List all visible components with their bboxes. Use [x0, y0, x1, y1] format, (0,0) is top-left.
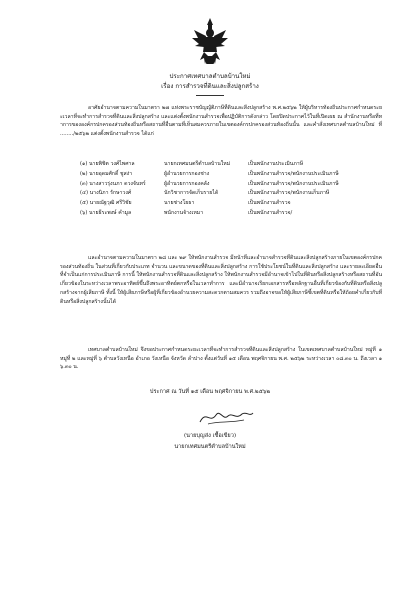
staff-role: เป็นพนักงานสำรวจ [248, 200, 291, 207]
handwritten-signature [196, 406, 256, 428]
staff-list [80, 160, 380, 219]
staff-name: (๓) นางสาวรุ่งนภา ดวงจันทร์ [80, 180, 146, 187]
staff-role: เป็นพนักงานสำรวจ/ [248, 209, 293, 216]
staff-row [80, 189, 380, 199]
staff-role: เป็นพนักงานสำรวจ/พนักงานประเมินภาษี [248, 170, 339, 177]
signer-title: นายกเทศมนตรีตำบลบ้านใหม่ [174, 444, 246, 450]
staff-row [80, 209, 380, 219]
staff-name: (๔) นางนิภา รักษาวงศ์ [80, 190, 132, 197]
paragraph-survey-authority: และอำนาจตามความในมาตรา ๒๘ และ ๒๙ ให้พนักงานสำรวจ มีหน้าที่และอำนาจสำรวจที่ดินและสิ่งปลูกสร้างภายในเขตองค์กรปกครองส่วนท้องถิ่น ในส่วนที่เกี่ยวกับประเภท จำนวน และขนาดของที่ดินและสิ่งปลูกสร้าง การใช้ประโยชน์ในที่ดินและสิ่งปลูกสร้าง และรายละเอียดอื่นที่จำเป็นแก่การประเมินภาษี การนี้ ให้พนักงานสำรวจที่ดินและสิ่งปลูกสร้าง ให้พนักงานสำรวจมีอำนาจเข้าไปในที่ดินหรือสิ่งปลูกสร้างหรือสถานที่อันเกี่ยวข้องในระหว่างเวลาพระอาทิตย์ขึ้นถึงพระอาทิตย์ตกหรือในเวลาทำการ และมีอำนาจเรียกเอกสารหรือหลักฐานอื่นที่เกี่ยวข้องกับที่ดินหรือสิ่งปลูกสร้างจากผู้เสียภาษี ทั้งนี้ ให้ผู้เสียภาษีหรือผู้ที่เกี่ยวข้องอำนวยความสะดวกตามสมควร รวมถึงอาจขอให้ผู้เสียภาษีชี้เขตที่ดินหรือให้ถ้อยคำเกี่ยวกับที่ดินหรือสิ่งปลูกสร้างนั้นได้ [60, 255, 382, 305]
staff-role: เป็นพนักงานสำรวจ/พนักงานประเมินภาษี [248, 180, 339, 187]
paragraph-survey-schedule: เทศบาลตำบลบ้านใหม่ จึงขอประกาศกำหนดระยะเวลาที่จะทำการสำรวจที่ดินและสิ่งปลูกสร้าง ในเขตเทศบาลตำบลบ้านใหม่ หมู่ที่ ๑ หมู่ที่ ๒ และหมู่ที่ ๖ ตำบลวังเหนือ อำเภอ วังเหนือ จังหวัด ลำปาง ตั้งแต่วันที่ ๑๕ เดือน พฤศจิกายน พ.ศ. ๒๕๖๒ ระหว่างเวลา ๐๘.๓๐ น. ถึงเวลา ๑๖.๓๐ น. [60, 347, 382, 371]
staff-name: (๖) นายธีระพงษ์ คำมูล [80, 209, 132, 216]
divider-rule [196, 95, 224, 96]
staff-position: ผู้อำนวยการกองคลัง [164, 180, 210, 187]
staff-name: (๒) นายอุดมศักดิ์ ชูสง่า [80, 170, 133, 177]
paragraph-legal-basis: อาศัยอำนาจตามความในมาตรา ๒๗ แห่งพระราชบัญญัติภาษีที่ดินและสิ่งปลูกสร้าง พ.ศ.๒๕๖๒ ให้ผู้บริหารท้องถิ่นประกาศกำหนดระยะเวลาที่จะทำการสำรวจที่ดินและสิ่งปลูกสร้าง และแต่งตั้งพนักงานสำรวจเพื่อปฏิบัติการดังกล่าว โดยปิดประกาศไว้ในที่เปิดเผย ณ สำนักงานหรือที่ทำการขององค์กรปกครองส่วนท้องถิ่นหรือสถานที่อื่นตามที่เห็นสมควรภายในเขตองค์กรปกครองส่วนท้องถิ่นนั้น และคำสั่งเทศบาลตำบลบ้านใหม่ ที่ ......../๒๕๖๒ แต่งตั้งพนักงานสำรวจ ได้แก่ [60, 105, 382, 138]
staff-row [80, 180, 380, 190]
staff-position: ผู้อำนวยการกองช่าง [164, 170, 210, 177]
staff-name: (๕) นายณัฐวุฒิ ศรีวิชัย [80, 200, 132, 207]
staff-position: นักวิชาการจัดเก็บรายได้ [164, 190, 219, 197]
staff-row [80, 170, 380, 180]
staff-position: พนักงานจ้างเหมา [164, 209, 204, 216]
subject-line: เรื่อง การสำรวจที่ดินและสิ่งปลูกสร้าง [161, 83, 259, 90]
organization-title: ประกาศเทศบาลตำบลบ้านใหม่ [169, 73, 251, 80]
staff-position: นายกเทศมนตรีตำบลบ้านใหม่ [164, 161, 231, 167]
staff-row [80, 160, 380, 170]
garuda-emblem-icon [190, 16, 230, 68]
staff-role: เป็นพนักงานสำรวจ/พนักงานเก็บภาษี [248, 190, 330, 197]
staff-name: (๑) นายพิชิต วงศ์ไพศาล [80, 161, 135, 167]
staff-role: เป็นพนักงานประเมินภาษี [248, 161, 304, 167]
staff-position: นายช่างโยธา [164, 200, 195, 207]
announcement-date: ประกาศ ณ วันที่ ๑๕ เดือน พฤศจิกายน พ.ศ.๒๕๖๒ [149, 389, 271, 395]
staff-row [80, 199, 380, 209]
signer-name: (นายบุญส่ง เชื้อเขียว) [183, 433, 237, 439]
